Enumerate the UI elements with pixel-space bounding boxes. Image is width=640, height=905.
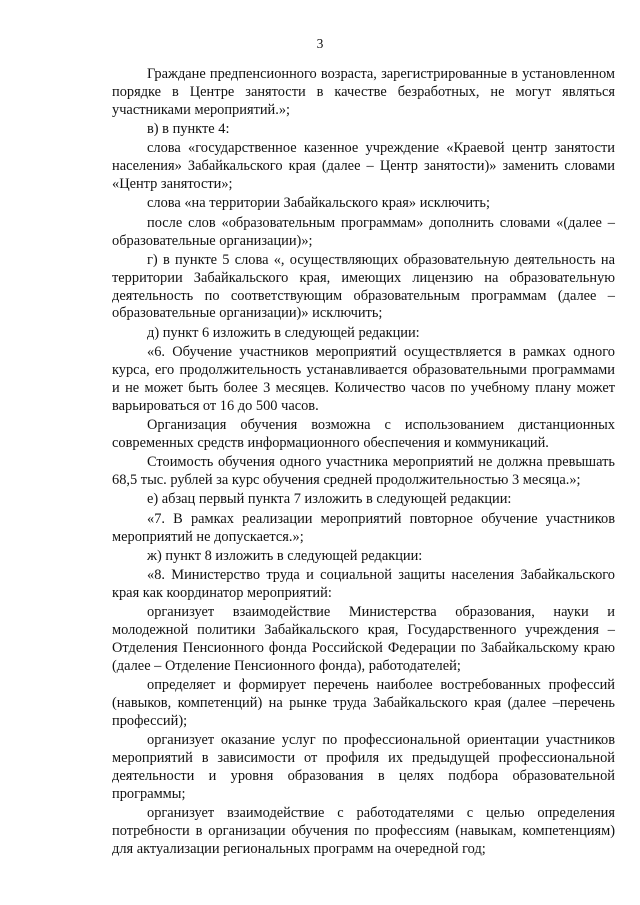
paragraph: «7. В рамках реализации мероприятий повторное обучение участников мероприятий не допускается.»;	[112, 510, 615, 545]
paragraph: г) в пункте 5 слова «, осуществляющих образовательную деятельность на территории Забайкальского края, имеющих лицензию на образовательную деятельность по соответствующим образовательным программам (далее – образовательные организации)» исключить;	[112, 251, 615, 322]
paragraph: в) в пункте 4:	[147, 121, 230, 138]
paragraph: ж) пункт 8 изложить в следующей редакции:	[147, 547, 423, 564]
paragraph: организует оказание услуг по профессиональной ориентации участников мероприятий в зависимости от профиля их предыдущей профессиональной деятельности и уровня образования в целях подбора образовательной программы;	[112, 732, 615, 802]
paragraph: «6. Обучение участников мероприятий осуществляется в рамках одного курса, его продолжительность устанавливается образовательными программами и не может быть более 3 месяцев. Количество часов по учебному плану может варьироваться от 16 до 500 часов.	[112, 344, 615, 414]
paragraph: слова «государственное казенное учреждение «Краевой центр занятости населения» Забайкальского края (далее – Центр занятости)» заменить словами «Центр занятости»;	[112, 140, 615, 193]
paragraph: слова «на территории Забайкальского края» исключить;	[147, 195, 490, 212]
document-body	[112, 66, 615, 860]
paragraph: Организация обучения возможна с использованием дистанционных современных средств информационного обеспечения и коммуникаций.	[112, 417, 615, 451]
paragraph: д) пункт 6 изложить в следующей редакции:	[147, 324, 420, 341]
paragraph: Стоимость обучения одного участника мероприятий не должна превышать 68,5 тыс. рублей за курс обучения средней продолжительностью 3 месяца.»;	[112, 454, 615, 489]
paragraph: Граждане предпенсионного возраста, зарегистрированные в установленном порядке в Центре занятости в качестве безработных, не могут являться участниками мероприятий.»;	[112, 66, 615, 118]
paragraph: е) абзац первый пункта 7 изложить в следующей редакции:	[147, 491, 512, 508]
paragraph: «8. Министерство труда и социальной защиты населения Забайкальского края как координатор мероприятий:	[112, 567, 615, 602]
page-number: 3	[316, 36, 324, 51]
paragraph: организует взаимодействие с работодателями с целью определения потребности в организации обучения по профессиям (навыкам, компетенциям) для актуализации региональных программ на очередной год;	[112, 805, 615, 857]
paragraph: организует взаимодействие Министерства образования, науки и молодежной политики Забайкальского края, Государственного учреждения – Отделения Пенсионного фонда Российской Федерации по Забайкальскому краю (далее – Отделение Пенсионного фонда), работодателей;	[112, 604, 615, 674]
paragraph: определяет и формирует перечень наиболее востребованных профессий (навыков, компетенций) на рынке труда Забайкальского края (далее –перечень профессий);	[112, 677, 615, 730]
paragraph: после слов «образовательным программам» дополнить словами «(далее – образовательные организации)»;	[112, 214, 615, 249]
